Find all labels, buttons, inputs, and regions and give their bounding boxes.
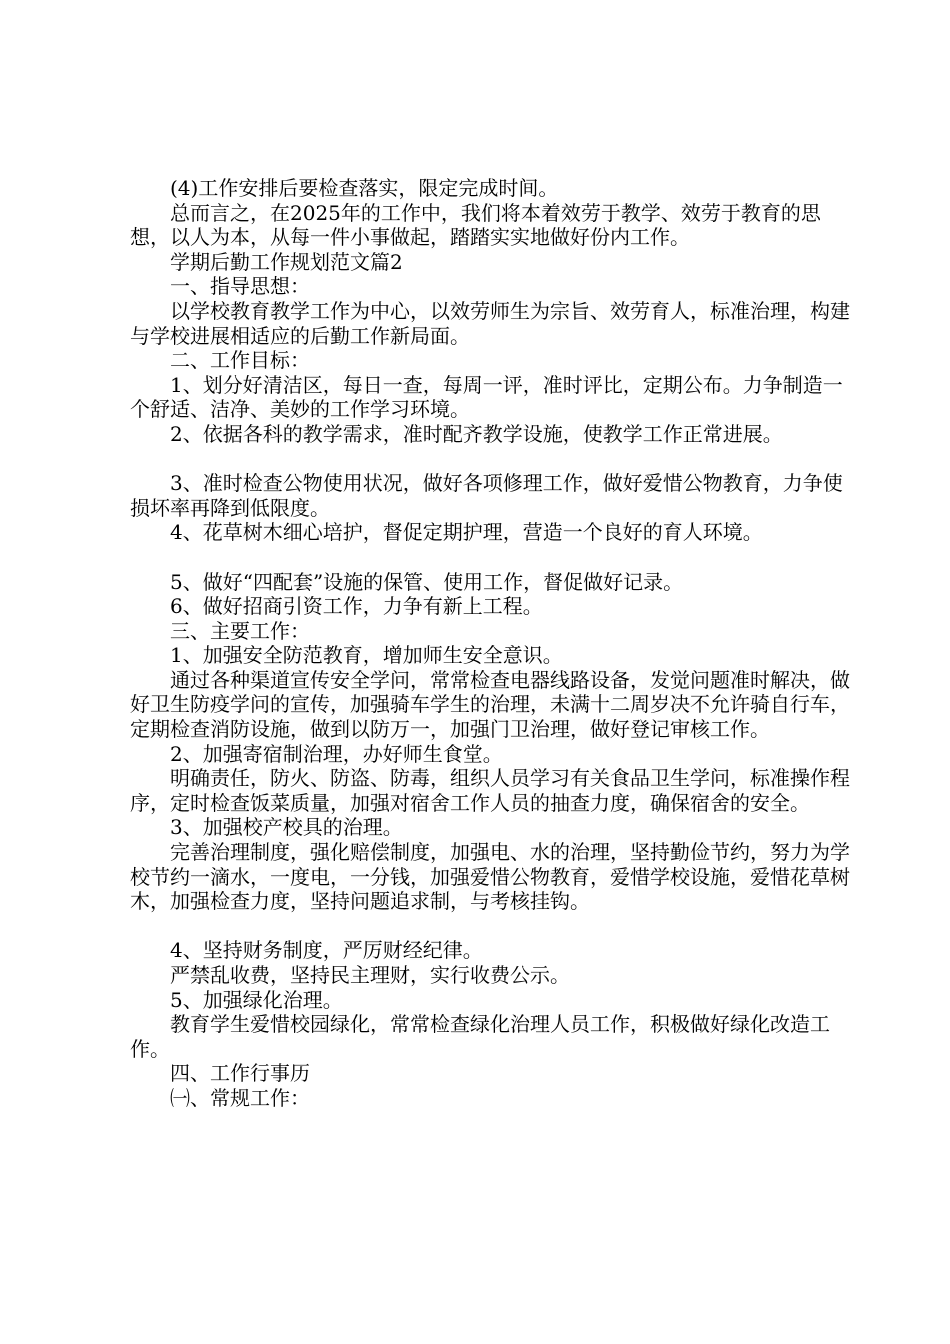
list-item: 2、依据各科的教学需求，准时配齐教学设施，使教学工作正常进展。 xyxy=(170,421,783,446)
paragraph: (4)工作安排后要检查落实，限定完成时间。 xyxy=(170,176,559,200)
blank-line xyxy=(130,914,850,939)
blank-line xyxy=(130,447,850,472)
subsection-heading: ㈠、常规工作： xyxy=(170,1085,310,1110)
list-item: 1、划分好清洁区，每日一查，每周一评，准时评比，定期公布。力争制造一个舒适、洁净、美妙的工作学习环境。 xyxy=(130,372,843,422)
list-item: 3、加强校产校具的治理。 xyxy=(170,815,403,840)
list-item: 5、做好“四配套”设施的保管、使用工作，督促做好记录。 xyxy=(170,569,684,594)
section-heading: 四、工作行事历 xyxy=(170,1061,310,1086)
paragraph: 以学校教育教学工作为中心，以效劳师生为宗旨、效劳育人，标准治理，构建与学校进展相适应的后勤工作新局面。 xyxy=(130,298,850,348)
list-item: 2、加强寄宿制治理，办好师生食堂。 xyxy=(170,741,503,766)
list-item: 4、坚持财务制度，严厉财经纪律。 xyxy=(170,938,483,963)
section-title: 学期后勤工作规划范文篇2 xyxy=(170,249,403,274)
section-heading: 二、工作目标： xyxy=(170,348,310,373)
section-heading: 三、主要工作： xyxy=(170,618,310,643)
list-item: 3、准时检查公物使用状况，做好各项修理工作，做好爱惜公物教育，力争使损坏率再降到低限度。 xyxy=(130,471,843,520)
paragraph: 教育学生爱惜校园绿化，常常检查绿化治理人员工作，积极做好绿化改造工作。 xyxy=(130,1012,830,1061)
paragraph: 完善治理制度，强化赔偿制度，加强电、水的治理，坚持勤俭节约，努力为学校节约一滴水，一度电，一分钱，加强爱惜公物教育，爱惜学校设施，爱惜花草树木，加强检查力度，坚持问题追求制，与考核挂钩。 xyxy=(130,840,850,914)
paragraph: 严禁乱收费，坚持民主理财，实行收费公示。 xyxy=(170,963,570,987)
list-item: 6、做好招商引资工作，力争有新上工程。 xyxy=(170,594,543,619)
blank-line xyxy=(130,545,850,570)
paragraph: 明确责任，防火、防盗、防毒，组织人员学习有关食品卫生学问，标准操作程序，定时检查饭菜质量，加强对宿舍工作人员的抽查力度，确保宿舍的安全。 xyxy=(130,766,850,815)
paragraph: 通过各种渠道宣传安全学问，常常检查电器线路设备，发觉问题准时解决，做好卫生防疫学问的宣传，加强骑车学生的治理，未满十二周岁决不允许骑自行车，定期检查消防设施，做到以防万一，加强门卫治理，做好登记审核工作。 xyxy=(130,667,850,742)
paragraph: 总而言之，在2025年的工作中，我们将本着效劳于教学、效劳于教育的思想，以人为本，从每一件小事做起，踏踏实实地做好份内工作。 xyxy=(130,200,821,250)
list-item: 5、加强绿化治理。 xyxy=(170,987,343,1012)
list-item: 1、加强安全防范教育，增加师生安全意识。 xyxy=(170,643,563,668)
list-item: 4、花草树木细心培护，督促定期护理，营造一个良好的育人环境。 xyxy=(170,520,763,545)
section-heading: 一、指导思想： xyxy=(170,274,310,299)
